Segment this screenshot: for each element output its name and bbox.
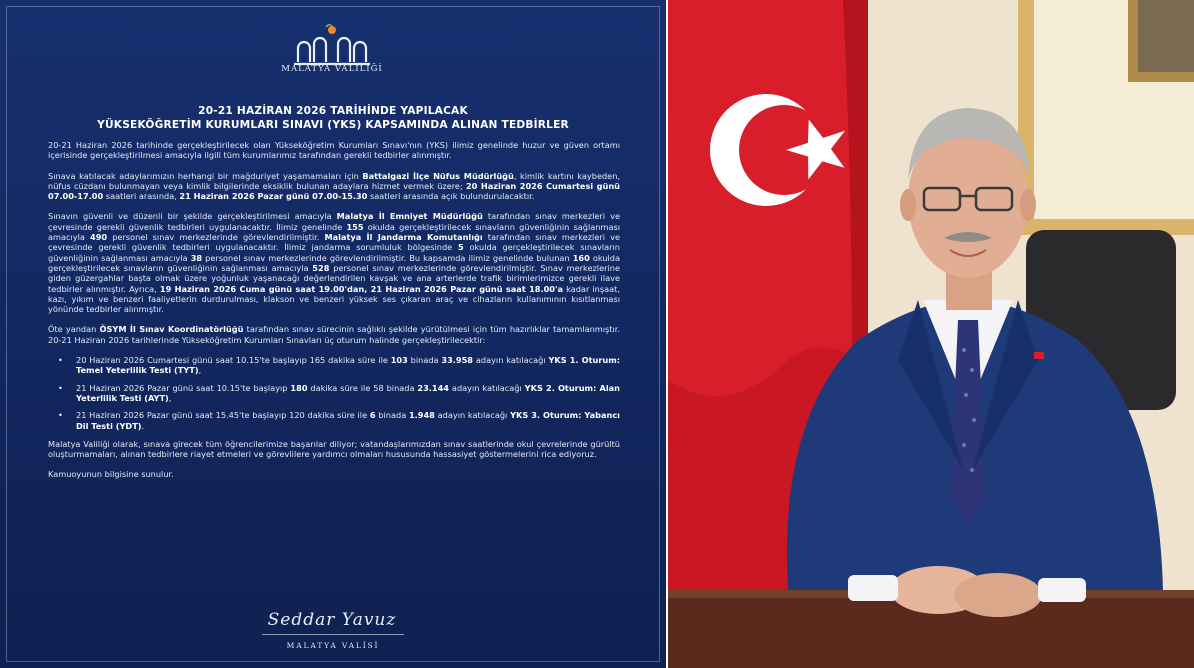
text-span: , bbox=[168, 392, 172, 403]
bold-span: 21 Haziran 2026 Pazar günü 07.00-15.30 bbox=[179, 191, 368, 202]
bold-span: 20 Haziran 2026 Cumartesi günü 07.00-17.00 bbox=[48, 180, 620, 202]
bold-span: 180 bbox=[290, 382, 308, 393]
bold-span: ÖSYM İl Sınav Koordinatörlüğü bbox=[99, 324, 244, 335]
text-span: adayın katılacağı bbox=[473, 355, 549, 366]
bold-span: Malatya İl Emniyet Müdürlüğü bbox=[336, 211, 483, 222]
text-span: saatleri arasında açık bulundurulacaktır. bbox=[367, 191, 535, 202]
announcement-title bbox=[40, 104, 626, 132]
text-span: Öte yandan bbox=[48, 324, 100, 335]
bold-span: 6 bbox=[369, 410, 376, 421]
text-span: tarafından sınav sürecinin sağlıklı şekilde yürütülmesi için tüm hazırlıklar tamamlanmıştır. 20-21 Haziran 2026 tarihlerinde Yükseköğretim Kurumları Sınavları üç oturum halinde gerçekleştirilecektir: bbox=[48, 324, 620, 345]
signature-title: MALATYA VALİSİ bbox=[286, 641, 380, 650]
bold-span: 490 bbox=[90, 232, 108, 243]
text-span: Sınavın güvenli ve düzenli bir şekilde gerçekleştirilmesi amacıyla bbox=[48, 211, 337, 222]
title-line-1: 20-21 HAZİRAN 2026 TARİHİNDE YAPILACAK bbox=[198, 105, 468, 117]
bold-span: Battalgazi İlçe Nüfus Müdürlüğü bbox=[362, 170, 514, 181]
text-span: tarafından sınav merkezleri ve çevresinde gerekli güvenlik tedbirleri uygulanacaktır. İlimiz jandarma sorumluluk bölgesinde bbox=[48, 232, 620, 253]
text-span: adayın katılacağı bbox=[449, 382, 525, 393]
text-span: binada bbox=[407, 355, 442, 366]
paragraph-notice: Kamuoyunun bilgisine sunulur. bbox=[48, 469, 174, 480]
text-span: Sınava katılacak adaylarımızın herhangi bir mağduriyet yaşamamaları için bbox=[48, 170, 363, 181]
text-span: . bbox=[141, 420, 145, 431]
session-item bbox=[48, 410, 620, 431]
text-span: 21 Haziran 2026 Pazar günü saat 15.45'te başlayıp 120 dakika süre ile bbox=[76, 410, 370, 421]
paragraph-security bbox=[48, 211, 620, 314]
text-span: , bbox=[198, 365, 202, 376]
paragraph-registry-office bbox=[48, 171, 620, 202]
paragraph-closing: Malatya Valiliği olarak, sınava girecek tüm öğrencilerimize başarılar diliyor; vatandaşlarımızdan sınav saatlerinde okul çevrelerinde gürültü oluşturmamaları, alınan tedbirlere riayet etmeleri ve görevlilere yardımcı olmaları hususunda hassasiyet göstermelerini rica ediyoruz. bbox=[48, 438, 620, 460]
paragraph-osym bbox=[48, 324, 620, 345]
text-span: dakika süre ile 58 binada bbox=[307, 382, 418, 393]
text-span: , kimlik kartını kaybeden, nüfus cüzdanı bulunmayan veya kimlik bilgilerinde eksiklik bulunan adaylara hizmet vermek üzere; bbox=[48, 170, 621, 191]
text-span: okulda gerçekleştirilecek sınavların güvenliğinin sağlanması amacıyla bbox=[48, 252, 621, 273]
announcement-body bbox=[48, 140, 620, 490]
text-span: kadar inşaat, kazı, yıkım ve benzeri faaliyetlerin durdurulması, klakson ve benzeri yüksek ses çıkaran araç ve cihazların kullanımının kısıtlanması yönünde tedbirler alınmıştır. bbox=[48, 283, 620, 315]
bold-span: 160 bbox=[572, 252, 590, 263]
text-span: tarafından sınav merkezleri ve çevresinde gerekli güvenlik tedbirleri uygulanacaktır. İlimiz genelinde bbox=[48, 211, 620, 232]
bold-span: YKS 3. Oturum: Yabancı Dil Testi (YDT) bbox=[76, 410, 620, 431]
session-list bbox=[48, 355, 620, 431]
bold-span: 38 bbox=[190, 252, 203, 263]
text-span: personel sınav merkezlerinde görevlendirilmiştir. Bu kapsamda ilimiz genelinde bulunan bbox=[202, 252, 573, 263]
session-item bbox=[48, 355, 620, 376]
bold-span: YKS 1. Oturum: Temel Yeterlilik Testi (TYT) bbox=[76, 355, 620, 376]
bold-span: 23.144 bbox=[417, 382, 450, 393]
text-span: saatleri arasında, bbox=[103, 191, 180, 202]
bold-span: 5 bbox=[458, 242, 464, 253]
bold-span: Malatya İl Jandarma Komutanlığı bbox=[324, 232, 483, 243]
bold-span: 19 Haziran 2026 Cuma günü saat 19.00'dan, 21 Haziran 2026 Pazar günü saat 18.00'a bbox=[159, 283, 564, 294]
text-span: 20 Haziran 2026 Cumartesi günü saat 10.15'te başlayıp 165 dakika süre ile bbox=[76, 355, 391, 366]
text-span: personel sınav merkezlerinde görevlendirilmiştir. bbox=[107, 232, 325, 243]
bold-span: 1.948 bbox=[408, 410, 435, 421]
signature-line bbox=[262, 634, 404, 635]
governor-photo bbox=[668, 0, 1194, 668]
paragraph-intro: 20-21 Haziran 2026 tarihinde gerçekleştirilecek olan Yükseköğretim Kurumları Sınavı'nın (YKS) ilimiz genelinde huzur ve güven ortamı içerisinde gerçekleştirilmesi amacıyla ilgili tüm kurumlarımız tarafından gerekli tedbirler alınmıştır. bbox=[48, 140, 620, 161]
text-span: 21 Haziran 2026 Pazar günü saat 10.15'te başlayıp bbox=[76, 382, 291, 393]
text-span: binada bbox=[375, 410, 409, 421]
text-span: okulda gerçekleştirilecek sınavların güvenliğinin sağlanması amacıyla bbox=[48, 242, 620, 263]
photo-illustration bbox=[668, 0, 1194, 668]
bold-span: 155 bbox=[346, 221, 364, 232]
signature: Seddar Yavuz bbox=[267, 610, 397, 630]
bold-span: 528 bbox=[312, 262, 330, 273]
bold-span: 103 bbox=[390, 355, 408, 366]
malatya-valiligi-logo bbox=[286, 22, 378, 84]
bold-span: 33.958 bbox=[441, 355, 474, 366]
title-line-2: YÜKSEKÖĞRETİM KURUMLARI SINAVI (YKS) KAPSAMINDA ALINAN TEDBİRLER bbox=[97, 119, 569, 131]
bold-span: YKS 2. Oturum: Alan Yeterlilik Testi (AYT) bbox=[76, 382, 620, 403]
text-span: okulda gerçekleştirilecek sınavların güvenliğinin sağlanması amacıyla bbox=[48, 221, 620, 243]
text-span: personel sınav merkezlerinde görevlendirilmiştir. Sınav merkezlerine giden güzergahlar başta olmak üzere yoğunluk yaşanacağı değerlendirilen kavşak ve ana arterlerde trafik birimlerimizce gerekli ilave tedbirler alınmıştır. Ayrıca, bbox=[48, 262, 620, 294]
session-item bbox=[48, 383, 620, 404]
text-span: adayın katılacağı bbox=[434, 410, 511, 421]
logo-org-name: MALATYA VALİLİĞİ bbox=[281, 64, 383, 74]
